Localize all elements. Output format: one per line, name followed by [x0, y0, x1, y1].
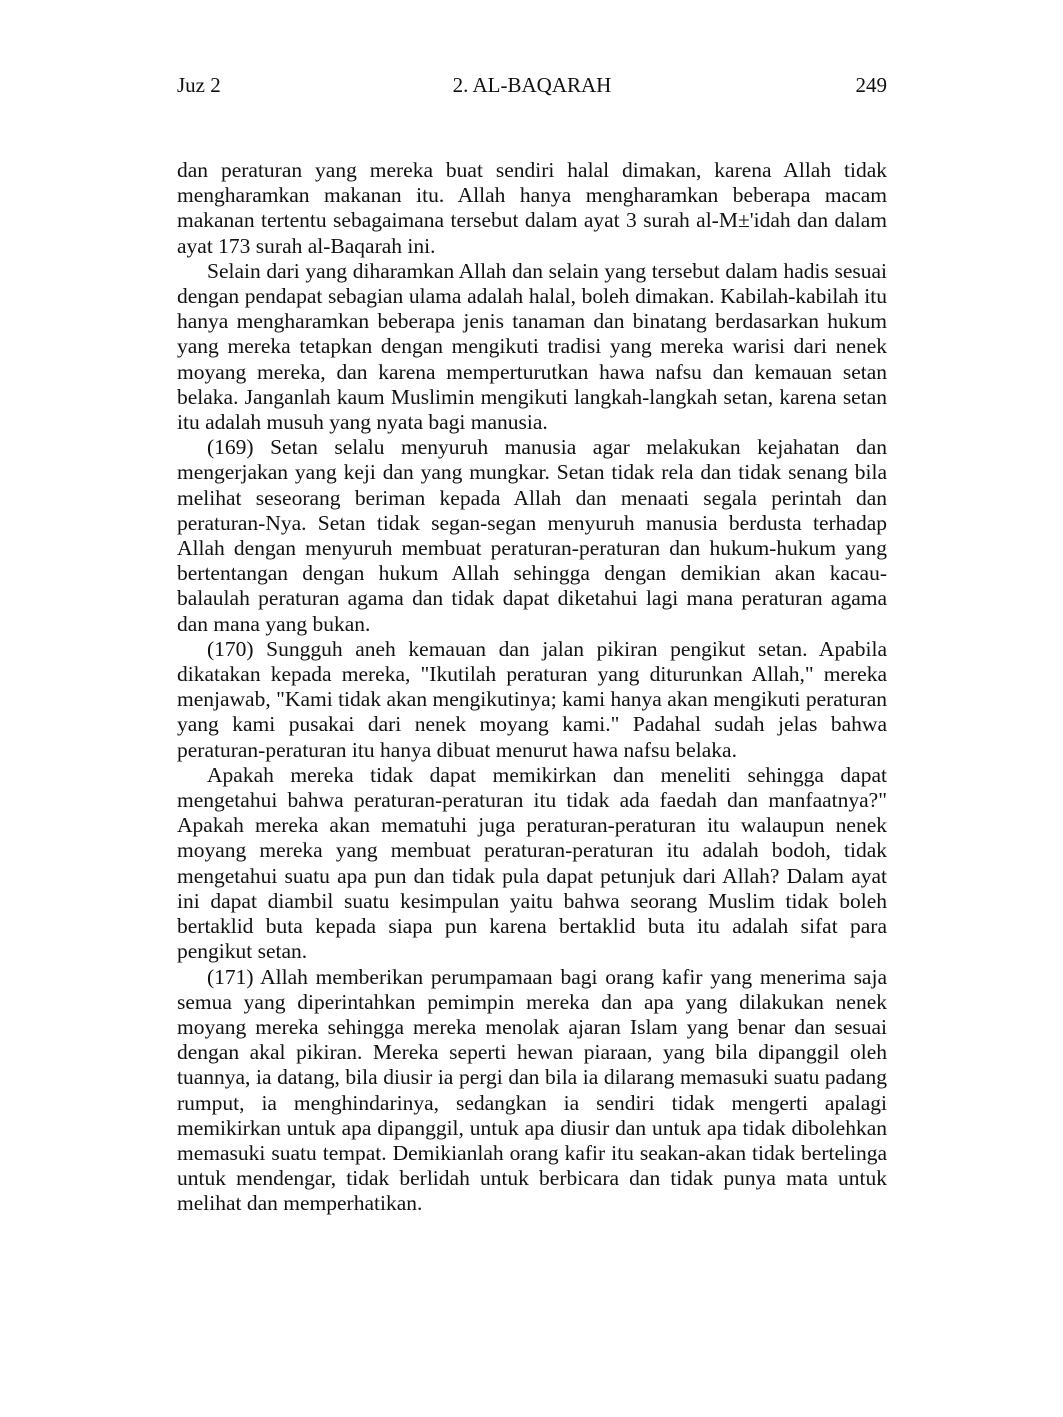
- paragraph-halal-food: Selain dari yang diharamkan Allah dan selain yang tersebut dalam hadis sesuai dengan pendapat sebagian ulama adalah halal, boleh dimakan. Kabilah-kabilah itu hanya mengharamkan beberapa jenis tanaman dan binatang berdasarkan hukum yang mereka tetapkan dengan mengikuti tradisi yang mereka warisi dari nenek moyang mereka, dan karena memperturutkan hawa nafsu dan kemauan setan belaka. Janganlah kaum Muslimin mengikuti langkah-langkah setan, karena setan itu adalah musuh yang nyata bagi manusia.: [177, 258, 887, 435]
- running-header: [177, 70, 887, 100]
- paragraph-verse-170: (170) Sungguh aneh kemauan dan jalan pikiran pengikut setan. Apabila dikatakan kepada mereka, "Ikutilah peraturan yang diturunkan Allah," mereka menjawab, "Kami tidak akan mengikutinya; kami hanya akan mengikuti peraturan yang kami pusakai dari nenek moyang kami." Padahal sudah jelas bahwa peraturan-peraturan itu hanya dibuat menurut hawa nafsu belaka.: [177, 636, 887, 762]
- paragraph-taklid: Apakah mereka tidak dapat memikirkan dan meneliti sehingga dapat mengetahui bahwa peraturan-peraturan itu tidak ada faedah dan manfaatnya?" Apakah mereka akan mematuhi juga peraturan-peraturan itu walaupun nenek moyang mereka yang membuat peraturan-peraturan itu adalah bodoh, tidak mengetahui suatu apa pun dan tidak pula dapat petunjuk dari Allah? Dalam ayat ini dapat diambil suatu kesimpulan yaitu bahwa seorang Muslim tidak boleh bertaklid buta kepada siapa pun karena bertaklid buta itu adalah sifat para pengikut setan.: [177, 762, 887, 964]
- paragraph-verse-169: (169) Setan selalu menyuruh manusia agar melakukan kejahatan dan mengerjakan yang keji dan yang mungkar. Setan tidak rela dan tidak senang bila melihat seseorang beriman kepada Allah dan menaati segala perintah dan peraturan-Nya. Setan tidak segan-segan menyuruh manusia berdusta terhadap Allah dengan menyuruh membuat peraturan-peraturan dan hukum-hukum yang bertentangan dengan hukum Allah sehingga dengan demikian akan kacau-balaulah peraturan agama dan tidak dapat diketahui lagi mana peraturan agama dan mana yang bukan.: [177, 435, 887, 636]
- juz-label: Juz 2: [177, 73, 221, 97]
- paragraph-verse-171: (171) Allah memberikan perumpamaan bagi orang kafir yang menerima saja semua yang diperintahkan pemimpin mereka dan apa yang dilakukan nenek moyang mereka sehingga mereka menolak ajaran Islam yang benar dan sesuai dengan akal pikiran. Mereka seperti hewan piaraan, yang bila dipanggil oleh tuannya, ia datang, bila diusir ia pergi dan bila ia dilarang memasuki suatu padang rumput, ia menghindarinya, sedangkan ia sendiri tidak mengerti apalagi memikirkan untuk apa dipanggil, untuk apa diusir dan untuk apa tidak dibolehkan memasuki suatu tempat. Demikianlah orang kafir itu seakan-akan tidak bertelinga untuk mendengar, tidak berlidah untuk berbicara dan tidak punya mata untuk melihat dan memperhatikan.: [177, 964, 887, 1216]
- body-text: [177, 158, 887, 1217]
- paragraph-continuation: dan peraturan yang mereka buat sendiri halal dimakan, karena Allah tidak mengharamkan makanan itu. Allah hanya mengharamkan beberapa macam makanan tertentu sebagaimana tersebut dalam ayat 3 surah al-M±'idah dan dalam ayat 173 surah al-Baqarah ini.: [177, 158, 887, 258]
- surah-title: 2. AL-BAQARAH: [452, 73, 612, 97]
- page-number: 249: [855, 73, 887, 97]
